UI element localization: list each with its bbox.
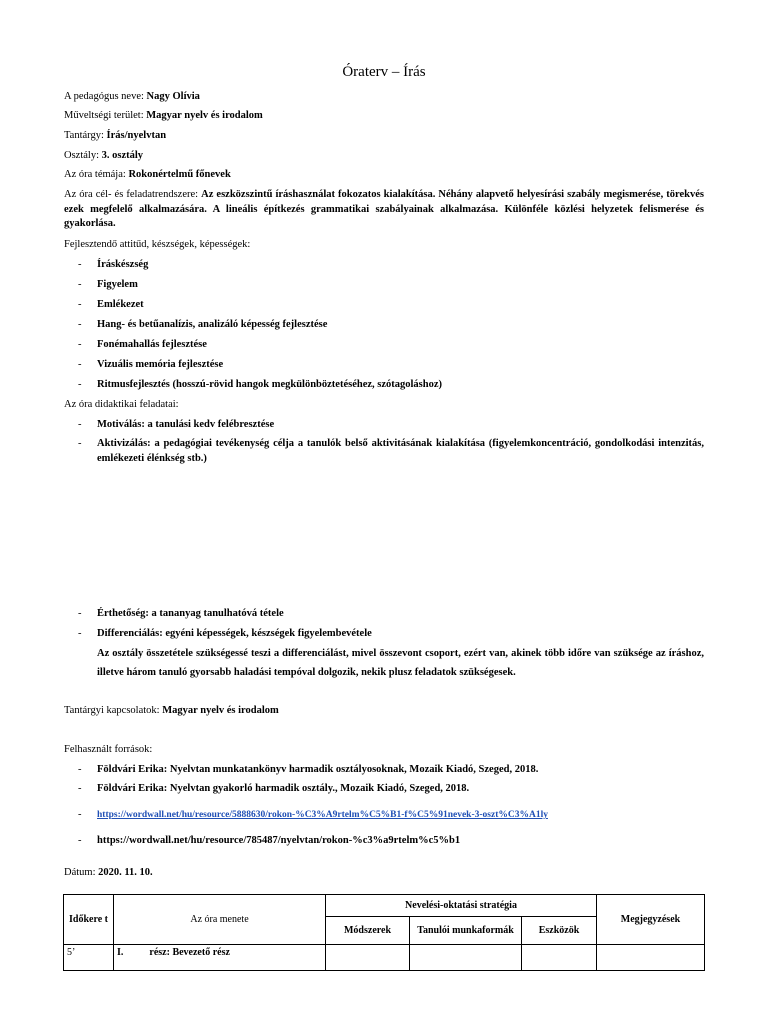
area-line <box>64 109 704 123</box>
area-label: Műveltségi terület: <box>64 110 147 121</box>
header-notes: Megjegyzések <box>597 895 705 945</box>
row-flow <box>114 945 326 971</box>
didactic-label: Az óra didaktikai feladatai: <box>64 399 179 410</box>
teacher-line <box>64 90 704 104</box>
grade-line <box>64 149 704 163</box>
row-tools <box>522 945 597 971</box>
header-flow: Az óra menete <box>114 895 326 945</box>
teacher-label: A pedagógus neve: <box>64 91 147 102</box>
row-methods <box>326 945 410 971</box>
date-line <box>64 866 704 880</box>
grade-value: 3. osztály <box>101 150 144 161</box>
page-title: Óraterv – Írás <box>342 64 426 80</box>
goals-paragraph <box>64 188 704 232</box>
didactic-item: - Differenciálás: egyéni képességek, készségek figyelembevétele <box>78 628 372 639</box>
source-item: - Földvári Erika: Nyelvtan gyakorló harmadik osztály., Mozaik Kiadó, Szeged, 2018. <box>78 783 470 794</box>
connections-line <box>64 704 704 718</box>
row-workforms <box>410 945 522 971</box>
subject-value: Írás/nyelvtan <box>106 130 167 141</box>
goals-label: Az óra cél- és feladatrendszere: <box>64 189 202 200</box>
header-time: Időkere t <box>64 895 114 945</box>
grade-label: Osztály: <box>64 150 102 161</box>
subject-label: Tantárgy: <box>64 130 107 141</box>
source-link[interactable]: https://wordwall.net/hu/resource/5888630/rokon-%C3%A9rtelm%C5%B1-f%C5%91nevek-3-oszt%C3%A1ly <box>97 810 548 820</box>
row-time: 5’ <box>64 945 114 971</box>
skills-label: Fejlesztendő attitűd, készségek, képességek: <box>64 239 251 250</box>
didactic-item: - Aktivizálás: a pedagógiai tevékenység célja a tanulók belső aktivitásának kialakítása (figyelemkoncentráció, gondolkodási intenzitás, emlékezeti élénkség stb.) <box>78 438 704 464</box>
skill-item: - Fonémahallás fejlesztése <box>78 339 207 350</box>
skill-item: - Emlékezet <box>78 299 144 310</box>
date-value: 2020. 11. 10. <box>98 867 153 878</box>
topic-line <box>64 168 704 182</box>
area-value: Magyar nyelv és irodalom <box>146 110 263 121</box>
topic-label: Az óra témája: <box>64 169 129 180</box>
row-part-number: I. <box>117 947 124 958</box>
connections-value: Magyar nyelv és irodalom <box>162 705 279 716</box>
topic-value: Rokonértelmű főnevek <box>128 169 231 180</box>
connections-label: Tantárgyi kapcsolatok: <box>64 705 163 716</box>
row-part-title: rész: Bevezető rész <box>149 947 230 958</box>
skill-item: - Íráskészség <box>78 259 149 270</box>
date-label: Dátum: <box>64 867 99 878</box>
lesson-flow-table <box>63 894 705 971</box>
subject-line <box>64 129 704 143</box>
header-tools: Eszközök <box>522 917 597 945</box>
skill-item: - Vizuális memória fejlesztése <box>78 359 224 370</box>
goals-text: Az eszközszintű íráshasználat fokozatos kialakítása. Néhány alapvető helyesírási szabály megismerése, törekvés ezek megfelelő alkalmazására. A lineális építkezés grammatikai szabályainak alkalmazása. Különféle közlési helyzetek felismerése és gyakorlása. <box>64 189 704 229</box>
source-link-item[interactable]: - https://wordwall.net/hu/resource/5888630/rokon-%C3%A9rtelm%C5%B1-f%C5%91nevek-3-oszt%C3%A1ly <box>78 808 704 823</box>
source-item: - Földvári Erika: Nyelvtan munkatankönyv harmadik osztályosoknak, Mozaik Kiadó, Szeged, 2018. <box>78 764 539 775</box>
source-item: - https://wordwall.net/hu/resource/785487/nyelvtan/rokon-%c3%a9rtelm%c5%b1 <box>78 835 461 846</box>
header-methods: Módszerek <box>326 917 410 945</box>
row-notes <box>597 945 705 971</box>
teacher-value: Nagy Olívia <box>146 91 200 102</box>
didactic-item: - Érthetőség: a tananyag tanulhatóvá tétele <box>78 608 284 619</box>
skill-item: - Hang- és betűanalízis, analizáló képesség fejlesztése <box>78 319 328 330</box>
differentiation-note: Az osztály összetétele szükségessé teszi a differenciálást, mivel összevont csoport, ezért van, akinek több időre van szüksége az íráshoz, illetve három tanuló gyorsabb haladási tempóval dolgozik, nekik plusz feladatok szükségesek. <box>97 648 704 678</box>
didactic-item: - Motiválás: a tanulási kedv felébresztése <box>78 419 275 430</box>
header-workforms: Tanulói munkaformák <box>410 917 522 945</box>
header-strategy: Nevelési-oktatási stratégia <box>326 895 597 917</box>
sources-label: Felhasznált források: <box>64 744 153 755</box>
skill-item: - Figyelem <box>78 279 138 290</box>
skill-item: - Ritmusfejlesztés (hosszú-rövid hangok megkülönböztetéséhez, szótagoláshoz) <box>78 379 443 390</box>
